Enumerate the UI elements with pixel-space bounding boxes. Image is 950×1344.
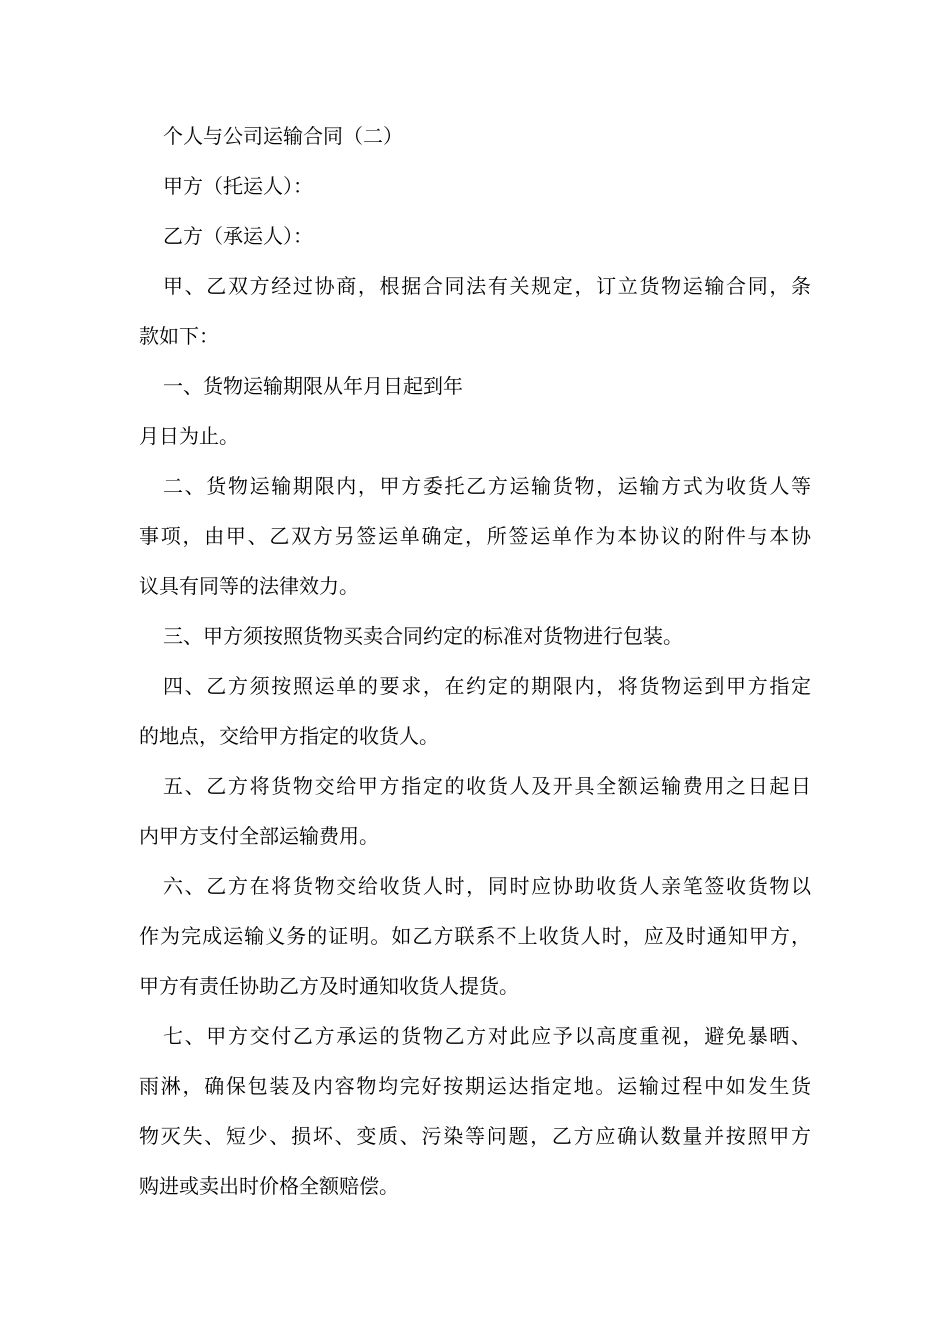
clause-1-line: 月日为止。 [139,424,239,448]
clause-5-line: 五、乙方将货物交给甲方指定的收货人及开具全额运输费用之日起日 [163,774,811,798]
clause-3-line: 三、甲方须按照货物买卖合同约定的标准对货物进行包装。 [163,624,683,648]
clause-2-line: 二、货物运输期限内，甲方委托乙方运输货物，运输方式为收货人等 [163,474,811,498]
party-a-line: 甲方（托运人）： [163,174,313,198]
clause-4-line: 四、乙方须按照运单的要求，在约定的期限内，将货物运到甲方指定 [163,674,811,698]
clause-6-line: 六、乙方在将货物交给收货人时，同时应协助收货人亲笔签收货物以 [163,874,811,898]
clause-2-line: 事项，由甲、乙双方另签运单确定，所签运单作为本协议的附件与本协 [139,524,811,548]
contract-body [139,111,811,1211]
clause-4-line: 的地点，交给甲方指定的收货人。 [139,724,439,748]
paragraph-line: 甲、乙双方经过协商，根据合同法有关规定，订立货物运输合同，条 [163,274,811,298]
clause-6-line: 甲方有责任协助乙方及时通知收货人提货。 [139,974,519,998]
clause-6-line: 作为完成运输义务的证明。如乙方联系不上收货人时，应及时通知甲方， [139,924,811,948]
party-b-line: 乙方（承运人）： [163,224,313,248]
clause-2-line: 议具有同等的法律效力。 [139,574,359,598]
clause-7-line: 购进或卖出时价格全额赔偿。 [139,1174,399,1198]
paragraph-line: 款如下： [139,324,219,348]
clause-7-line: 七、甲方交付乙方承运的货物乙方对此应予以高度重视，避免暴晒、 [163,1024,811,1048]
clause-7-line: 雨淋，确保包装及内容物均完好按期运达指定地。运输过程中如发生货 [139,1074,811,1098]
contract-title: 个人与公司运输合同（二） [163,124,403,148]
clause-7-line: 物灭失、短少、损坏、变质、污染等问题，乙方应确认数量并按照甲方 [139,1124,811,1148]
clause-5-line: 内甲方支付全部运输费用。 [139,824,379,848]
clause-1-line: 一、货物运输期限从年月日起到年 [163,374,463,398]
